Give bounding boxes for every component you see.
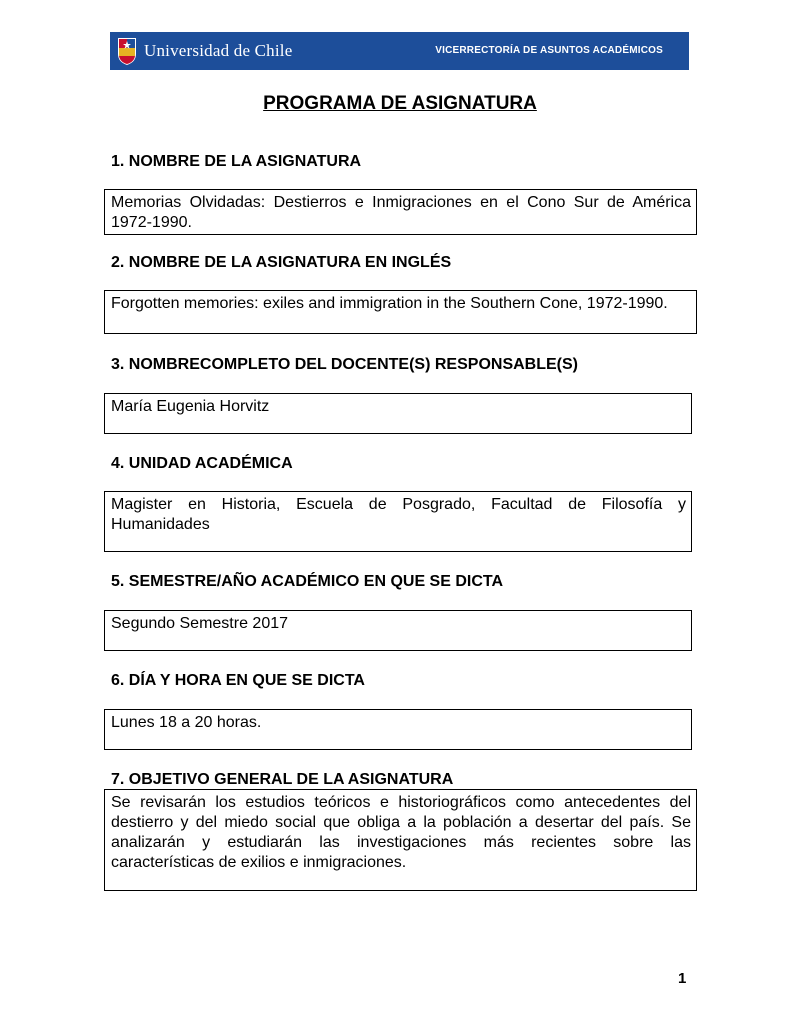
section-4-heading: 4. UNIDAD ACADÉMICA bbox=[111, 455, 293, 472]
university-name: Universidad de Chile bbox=[144, 41, 293, 60]
vicerrectoria-label: VICERRECTORÍA DE ASUNTOS ACADÉMICOS bbox=[435, 45, 663, 56]
section-7-box: Se revisarán los estudios teóricos e historiográficos como antecedentes del destierro y del miedo social que obliga a la población a desertar del país. Se analizarán y estudiarán las investigaciones más recientes sobre las características de exilios e inmigraciones. bbox=[104, 789, 697, 891]
section-1-heading: 1. NOMBRE DE LA ASIGNATURA bbox=[111, 153, 362, 170]
university-crest-icon bbox=[116, 36, 138, 66]
section-7-heading: 7. OBJETIVO GENERAL DE LA ASIGNATURA bbox=[111, 771, 454, 788]
section-5-heading: 5. SEMESTRE/AÑO ACADÉMICO EN QUE SE DICTA bbox=[111, 573, 504, 590]
section-3-box: María Eugenia Horvitz bbox=[104, 393, 692, 434]
section-2-box: Forgotten memories: exiles and immigration in the Southern Cone, 1972-1990. bbox=[104, 290, 697, 334]
section-6-heading: 6. DÍA Y HORA EN QUE SE DICTA bbox=[111, 672, 365, 689]
section-4-box: Magister en Historia, Escuela de Posgrado, Facultad de Filosofía y Humanidades bbox=[104, 491, 692, 552]
section-2-heading: 2. NOMBRE DE LA ASIGNATURA EN INGLÉS bbox=[111, 254, 452, 271]
document-title: PROGRAMA DE ASIGNATURA bbox=[263, 93, 537, 114]
section-1-box: Memorias Olvidadas: Destierros e Inmigraciones en el Cono Sur de América 1972-1990. bbox=[104, 189, 697, 235]
section-6-box: Lunes 18 a 20 horas. bbox=[104, 709, 692, 750]
section-3-heading: 3. NOMBRECOMPLETO DEL DOCENTE(S) RESPONSABLE(S) bbox=[111, 356, 578, 373]
page-number: 1 bbox=[678, 970, 687, 987]
section-5-box: Segundo Semestre 2017 bbox=[104, 610, 692, 651]
university-header-banner bbox=[110, 32, 689, 70]
